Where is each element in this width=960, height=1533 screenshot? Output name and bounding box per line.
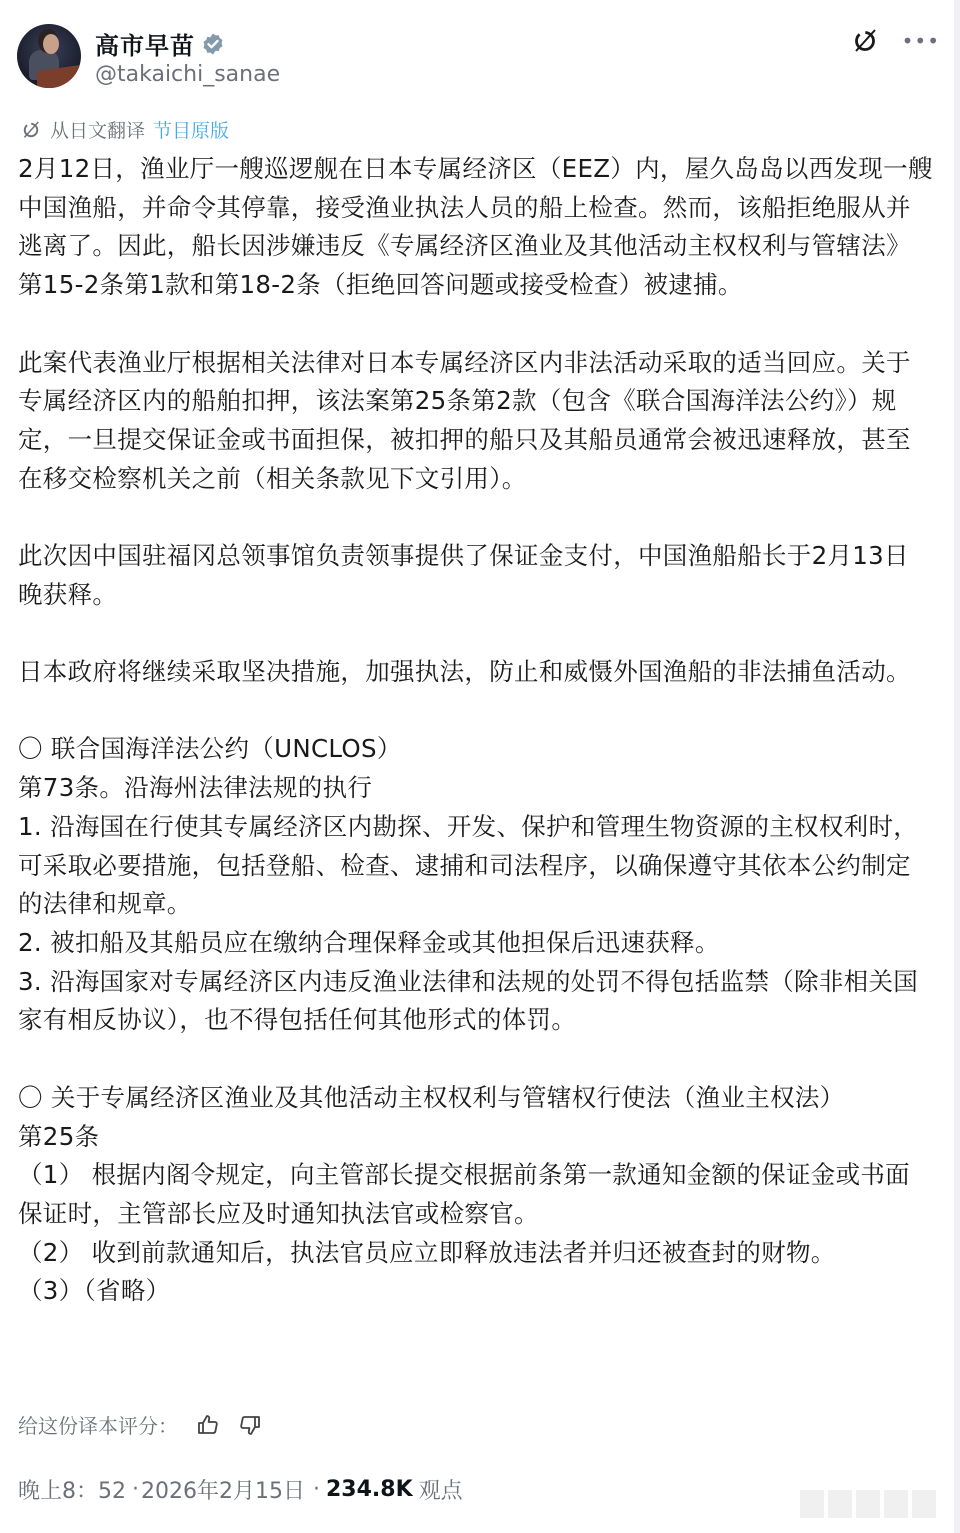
verified-badge-icon (201, 32, 225, 56)
author-name-row (95, 26, 225, 61)
rating-label: 给这份译本评分： (18, 1414, 178, 1438)
paragraph: 此次因中国驻福冈总领事馆负责领事提供了保证金支付，中国渔船船长于2月13日晚获释。 (18, 541, 909, 609)
meta-separator: · (312, 1477, 320, 1502)
thumbs-down-icon[interactable] (238, 1413, 262, 1437)
unclos-article-title: 第73条。沿海州法律法规的执行 (18, 773, 373, 803)
post-meta (18, 1474, 463, 1505)
unclos-heading: 〇 联合国海洋法公约（UNCLOS） (18, 734, 402, 764)
views-count[interactable]: 234.8K (325, 1477, 413, 1502)
author-handle[interactable]: @takaichi_sanae (95, 62, 281, 87)
views-label: 观点 (418, 1479, 463, 1504)
grok-translate-icon (20, 119, 42, 141)
more-options-icon[interactable]: ••• (901, 29, 940, 53)
grok-icon[interactable] (850, 26, 880, 56)
thumbs-up-icon[interactable] (196, 1413, 220, 1437)
meta-separator: · (132, 1477, 139, 1502)
fishery-law-item: （2） 收到前款通知后，执法官员应立即释放违法者并归还被查封的财物。 (18, 1237, 836, 1267)
fishery-law-article-title: 第25条 (18, 1121, 100, 1151)
watermark (800, 1490, 936, 1518)
author-display-name[interactable]: 高市早苗 (95, 32, 195, 60)
post-date[interactable]: 2026年2月15日 (141, 1479, 305, 1504)
scrollbar-track[interactable] (954, 0, 960, 1533)
fishery-law-item: （1） 根据内阁令规定，向主管部长提交根据前条第一款通知金额的保证金或书面保证时，主管部长应及时通知执法官或检察官。 (18, 1160, 910, 1228)
post-body (18, 150, 933, 1311)
paragraph: 日本政府将继续采取坚决措施，加强执法，防止和威慑外国渔船的非法捕鱼活动。 (18, 657, 911, 687)
unclos-item: 2. 被扣船及其船员应在缴纳合理保释金或其他担保后迅速获释。 (18, 928, 720, 957)
post-header (17, 22, 940, 92)
header-actions (850, 26, 940, 56)
translation-rating (18, 1410, 262, 1439)
avatar[interactable] (17, 24, 81, 88)
translation-notice (20, 116, 229, 143)
unclos-item: 3. 沿海国家对专属经济区内违反渔业法律和法规的处罚不得包括监禁（除非相关国家有相反协议），也不得包括任何其他形式的体罚。 (18, 966, 919, 1035)
show-original-link[interactable]: 节目原版 (153, 120, 230, 142)
fishery-law-heading: 〇 关于专属经济区渔业及其他活动主权权利与管辖权行使法（渔业主权法） (18, 1082, 845, 1112)
paragraph: 2月12日，渔业厅一艘巡逻舰在日本专属经济区（EEZ）内，屋久岛岛以西发现一艘中国渔船，并命令其停靠，接受渔业执法人员的船上检查。然而，该船拒绝服从并逃离了。因此，船长因涉嫌违反《专属经济区渔业及其他活动主权权利与管辖法》第15-2条第1款和第18-2条（拒绝回答问题或接受检查）被逮捕。 (18, 154, 933, 300)
translated-from-label: 从日文翻译 (50, 120, 146, 142)
post-time[interactable]: 晚上8：52 (18, 1479, 126, 1504)
unclos-item: 1. 沿海国在行使其专属经济区内勘探、开发、保护和管理生物资源的主权权利时，可采取必要措施，包括登船、检查、逮捕和司法程序，以确保遵守其依本公约制定的法律和规章。 (18, 811, 919, 919)
fishery-law-item: （3）（省略） (18, 1276, 171, 1306)
paragraph: 此案代表渔业厅根据相关法律对日本专属经济区内非法活动采取的适当回应。关于专属经济区内的船舶扣押，该法案第25条第2款（包含《联合国海洋法公约》）规定，一旦提交保证金或书面担保，被扣押的船只及其船员通常会被迅速释放，甚至在移交检察机关之前（相关条款见下文引用）。 (18, 347, 911, 493)
